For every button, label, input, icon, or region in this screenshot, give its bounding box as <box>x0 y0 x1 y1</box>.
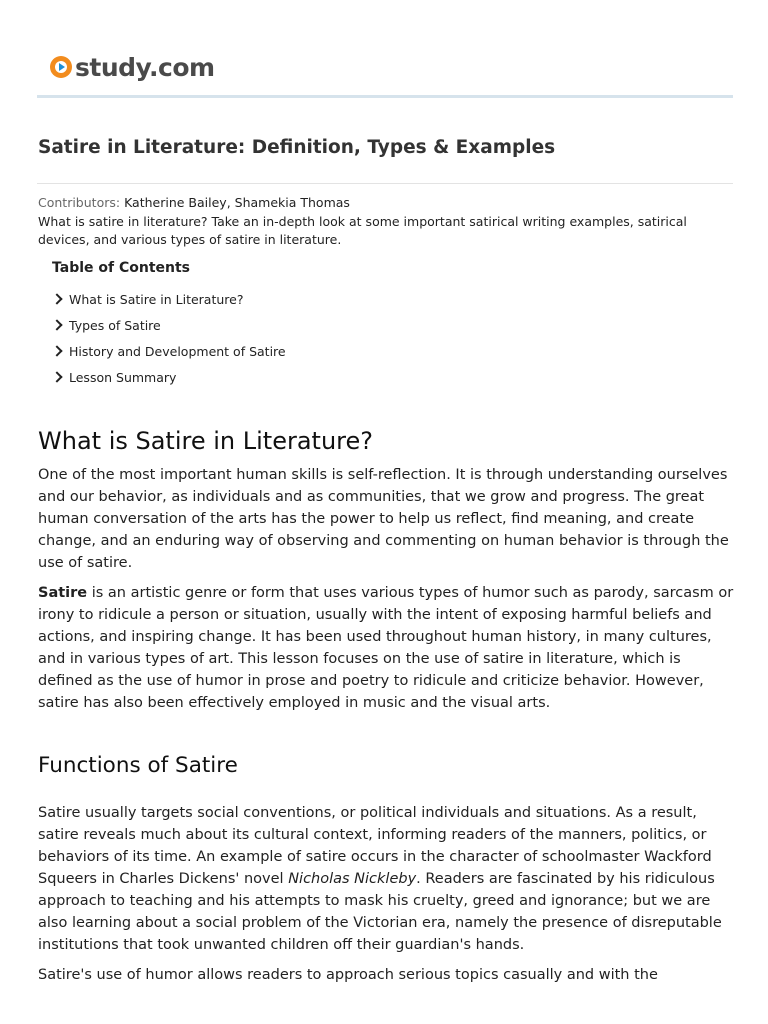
section-heading-what-is-satire: What is Satire in Literature? <box>38 427 374 455</box>
header-divider <box>37 95 733 98</box>
chevron-right-icon <box>51 371 62 382</box>
page-title: Satire in Literature: Definition, Types & Examples <box>38 137 556 158</box>
toc-item-label: Types of Satire <box>69 317 161 333</box>
paragraph-functions <box>38 802 738 956</box>
paragraph-self-reflection: One of the most important human skills is self-reflection. It is through understanding ourselves and our behavior, as individuals and as communities, that we grow and progress. The great human conversation of the arts has the power to help us reflect, find meaning, and create change, and an enduring way of observing and commenting on human behavior is through the use of satire. <box>38 467 729 571</box>
paragraph-humor: Satire's use of humor allows readers to approach serious topics casually and with the <box>38 967 658 983</box>
definition-text: is an artistic genre or form that uses various types of humor such as parody, sarcasm or irony to ridicule a person or situation, usually with the intent of exposing harmful beliefs and actions, and inspiring change. It has been used throughout human history, in many cultures, and in various types of art. This lesson focuses on the use of satire in literature, which is defined as the use of humor in prose and poetry to ridicule and criticize behavior. However, satire has also been effectively employed in music and the visual arts. <box>38 585 734 711</box>
paragraph-satire-definition <box>38 582 738 714</box>
term-satire: Satire <box>38 585 88 601</box>
toc-item-history[interactable] <box>52 338 286 364</box>
study-logo[interactable] <box>50 50 215 84</box>
toc-item-label: History and Development of Satire <box>69 343 286 359</box>
table-of-contents <box>52 260 286 390</box>
chevron-right-icon <box>51 345 62 356</box>
contributors-line <box>38 194 738 213</box>
functions-text-a: Satire usually targets social conventions, or political individuals and situations. As a result, satire reveals much about its cultural context, informing readers of the manners, politics, or behaviors of its time. An example of satire occurs in the character of schoolmaster Wackford Squeers in Charles Dickens' novel <box>38 805 712 887</box>
title-divider <box>37 183 733 184</box>
toc-item-label: Lesson Summary <box>69 369 177 385</box>
toc-item-label: What is Satire in Literature? <box>69 291 244 307</box>
contributors-label: Contributors: <box>38 195 121 210</box>
chevron-right-icon <box>51 319 62 330</box>
contributors-names: Katherine Bailey, Shamekia Thomas <box>124 195 350 210</box>
document-meta <box>38 194 738 250</box>
toc-title: Table of Contents <box>52 260 191 276</box>
chevron-right-icon <box>51 293 62 304</box>
toc-item-types-of-satire[interactable] <box>52 312 286 338</box>
toc-item-lesson-summary[interactable] <box>52 364 286 390</box>
brand-name: study.com <box>75 52 215 82</box>
functions-text-b: . Readers are fascinated by his ridiculous approach to teaching and his attempts to mask his cruelty, greed and ignorance; but we are also learning about a social problem of the Victorian era, namely the presence of disreputable institutions that took unwanted children off their guardian's hands. <box>38 871 722 953</box>
play-circle-icon <box>50 56 72 78</box>
document-summary: What is satire in literature? Take an in-depth look at some important satirical writing examples, satirical devices, and various types of satire in literature. <box>38 213 687 247</box>
section-heading-functions: Functions of Satire <box>38 753 238 778</box>
book-title: Nicholas Nickleby <box>288 871 417 887</box>
toc-item-what-is-satire[interactable] <box>52 286 286 312</box>
